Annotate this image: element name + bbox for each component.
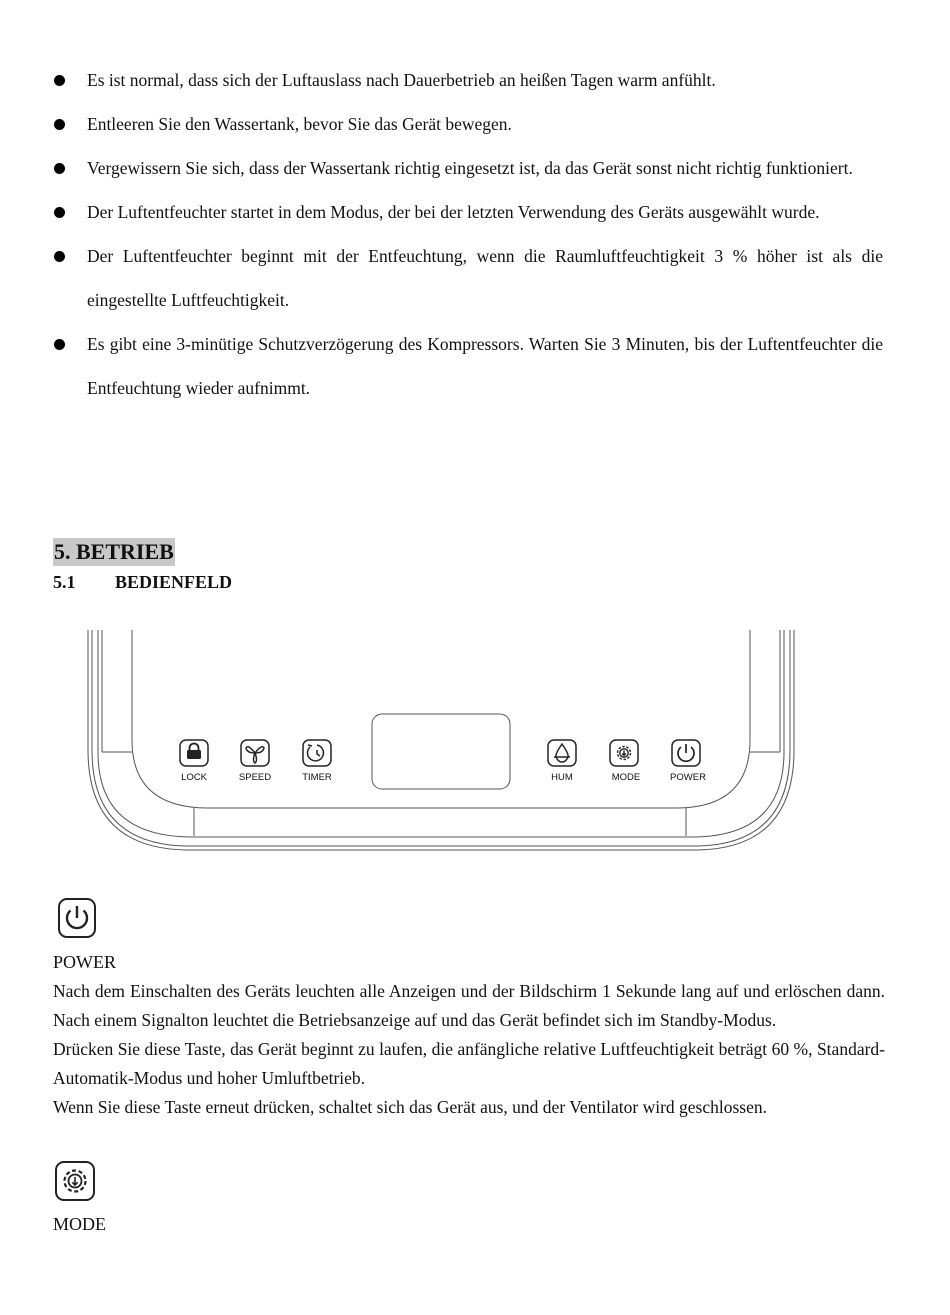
lock-icon [187, 744, 201, 760]
subsection-heading [53, 570, 232, 594]
power-icon [57, 897, 97, 939]
speed-label: SPEED [238, 772, 272, 783]
section-heading: 5. BETRIEB [54, 539, 174, 564]
power-label: POWER [670, 772, 706, 783]
power-heading: POWER [53, 952, 116, 972]
gear-icon [54, 1160, 96, 1202]
list-item-text: Entleeren Sie den Wassertank, bevor Sie das Gerät bewegen. [87, 114, 512, 134]
power-description [53, 977, 885, 1122]
list-item-text: Es ist normal, dass sich der Luftauslass nach Dauerbetrieb an heißen Tagen warm anfühlt. [87, 70, 716, 90]
hum-button[interactable] [548, 740, 576, 783]
mode-heading: MODE [53, 1214, 106, 1234]
notes-list [53, 58, 883, 410]
list-item [53, 190, 883, 234]
hum-label: HUM [551, 772, 573, 783]
timer-button[interactable] [302, 740, 332, 783]
timer-label: TIMER [302, 772, 332, 783]
list-item [53, 322, 883, 410]
speed-button[interactable] [239, 740, 271, 783]
list-item [53, 58, 883, 102]
lock-label: LOCK [181, 772, 207, 783]
bullet-dot-icon [54, 163, 65, 174]
list-item-text: Vergewissern Sie sich, dass der Wassertank richtig eingesetzt ist, da das Gerät sonst nicht richtig funktioniert. [87, 158, 853, 178]
list-item [53, 102, 883, 146]
control-panel-diagram [86, 630, 798, 855]
subsection-title: BEDIENFELD [115, 572, 233, 592]
bullet-dot-icon [54, 75, 65, 86]
paragraph: Wenn Sie diese Taste erneut drücken, schaltet sich das Gerät aus, und der Ventilator wird geschlossen. [53, 1097, 768, 1117]
paragraph: Nach dem Einschalten des Geräts leuchten alle Anzeigen und der Bildschirm 1 Sekunde lang auf und erlöschen dann. Nach einem Signalton leuchtet die Betriebsanzeige auf und das Gerät befindet sich im Standby-Modus. [53, 981, 885, 1030]
subsection-number: 5.1 [53, 572, 76, 592]
list-item [53, 146, 883, 190]
bullet-dot-icon [54, 339, 65, 350]
bullet-dot-icon [54, 119, 65, 130]
list-item-text: Der Luftentfeuchter startet in dem Modus, der bei der letzten Verwendung des Geräts ausgewählt wurde. [87, 202, 820, 222]
lock-button[interactable] [180, 740, 208, 783]
timer-icon [307, 745, 323, 761]
bullet-dot-icon [54, 251, 65, 262]
droplet-icon [554, 744, 570, 762]
list-item [53, 234, 883, 322]
fan-icon [246, 747, 264, 763]
power-icon [678, 744, 694, 761]
mode-button[interactable] [610, 740, 640, 783]
bullet-dot-icon [54, 207, 65, 218]
power-button[interactable] [670, 740, 706, 783]
gear-icon [618, 747, 631, 760]
list-item-text: Es gibt eine 3-minütige Schutzverzögerung des Kompressors. Warten Sie 3 Minuten, bis der Luftentfeuchter die Entfeuchtung wieder aufnimmt. [87, 334, 883, 398]
paragraph: Drücken Sie diese Taste, das Gerät beginnt zu laufen, die anfängliche relative Luftfeuchtigkeit beträgt 60 %, Standard-Automatik-Modus und hoher Umluftbetrieb. [53, 1039, 885, 1088]
list-item-text: Der Luftentfeuchter beginnt mit der Entfeuchtung, wenn die Raumluftfeuchtigkeit 3 % höher ist als die eingestellte Luftfeuchtigkeit. [87, 246, 883, 310]
mode-label: MODE [611, 772, 641, 783]
